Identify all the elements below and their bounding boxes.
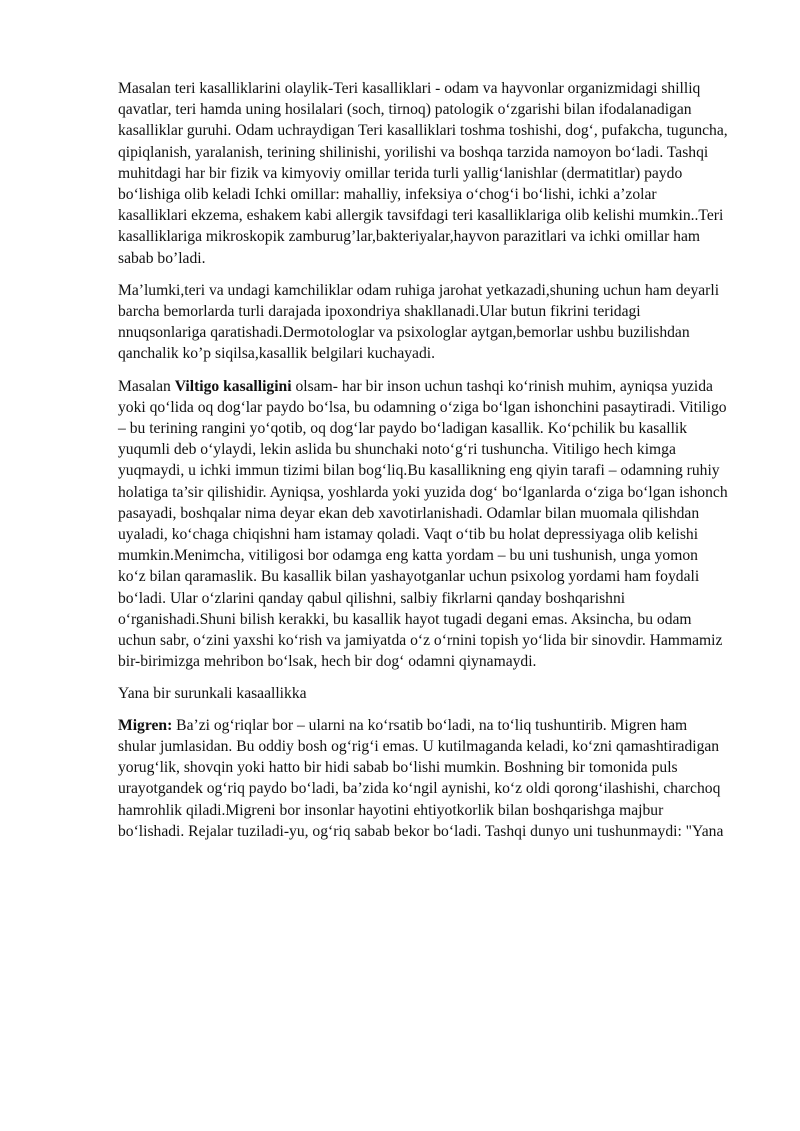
paragraph-chronic-intro xyxy=(118,683,728,704)
document-page xyxy=(118,78,728,853)
paragraph-lead: Masalan xyxy=(118,377,175,395)
paragraph-text: Ba’zi og‘riqlar bor – ularni na ko‘rsatib bo‘ladi, na to‘liq tushuntirib. Migren ham shular jumlasidan. Bu oddiy bosh og‘rig‘i emas. U kutilmaganda keladi, ko‘zni qamashtiradigan yorug‘lik, shovqin yoki hatto bir hidi sabab bo‘lishi mumkin. Boshning bir tomonida puls urayotgandek og‘riq paydo bo‘ladi, ba’zida ko‘ngil aynishi, ko‘z oldi qorong‘ilashishi, charchoq hamrohlik qiladi.Migreni bor insonlar hayotini ehtiyotkorlik bilan boshqarishga majbur bo‘lishadi. Rejalar tuziladi-yu, og‘riq sabab bekor bo‘ladi. Tashqi dunyo uni tushunmaydi: "Yana xyxy=(118,716,724,840)
paragraph-bold-term: Migren: xyxy=(118,716,173,734)
paragraph-text: olsam- har bir inson uchun tashqi ko‘rinish muhim, ayniqsa yuzida yoki qo‘lida oq dog‘lar paydo bo‘lsa, bu odamning o‘ziga bo‘lgan ishonchini pasaytiradi. Vitiligo – bu terining rangini yo‘qotib, oq dog‘lar paydo bo‘ladigan kasallik. Ko‘pchilik bu kasallik yuqumli deb o‘ylaydi, lekin aslida bu shunchaki noto‘g‘ri tushuncha. Vitiligo hech kimga yuqmaydi, u ichki immun tizimi bilan bog‘liq.Bu kasallikning eng qiyin tarafi – odamning ruhiy holatiga ta’sir qilishidir. Ayniqsa, yoshlarda yoki yuzida dog‘ bo‘lganlarda o‘ziga bo‘lgan ishonch pasayadi, boshqalar nima deyar ekan deb xavotirlanishadi. Odamlar bilan muomala qilishdan uyaladi, ko‘chaga chiqishni ham istamay qoladi. Vaqt o‘tib bu holat depressiyaga olib kelishi mumkin.Menimcha, vitiligosi bor odamga eng katta yordam – bu uni tushunish, unga yomon ko‘z bilan qaramaslik. Bu kasallik bilan yashayotganlar uchun psixolog yordami ham foydali bo‘ladi. Ular o‘zlarini qanday qabul qilishni, salbiy fikrlarni qanday boshqarishni o‘rganishadi.Shuni bilish kerakki, bu kasallik hayot tugadi degani emas. Aksincha, bu odam uchun sabr, o‘zini yaxshi ko‘rish va jamiyatda o‘z o‘rnini topish yo‘lida bir sinovdir. Hammamiz bir-birimizga mehribon bo‘lsak, hech bir dog‘ odamni qiynamaydi. xyxy=(118,377,728,671)
paragraph-bold-term: Viltigo kasalligini xyxy=(174,377,292,395)
paragraph-migraine xyxy=(118,715,728,842)
paragraph-text: Masalan teri kasalliklarini olaylik-Teri kasalliklari - odam va hayvonlar organizmidagi shilliq qavatlar, teri hamda uning hosilalari (soch, tirnoq) patologik o‘zgarishi bilan ifodalanadigan kasalliklar guruhi. Odam uchraydigan Teri kasalliklari toshma toshishi, dog‘, pufakcha, tuguncha, qipiqlanish, yaralanish, terining shilinishi, yorilishi va boshqa tarzida namoyon bo‘ladi. Tashqi muhitdagi har bir fizik va kimyoviy omillar terida turli yallig‘lanishlar (dermatitlar) paydo bo‘lishiga olib keladi Ichki omillar: mahalliy, infeksiya o‘chog‘i bo‘lishi, ichki a’zolar kasalliklari ekzema, eshakem kabi allergik tavsifdagi teri kasalliklariga olib kelishi mumkin..Teri kasalliklariga mikroskopik zamburug’lar,bakteriyalar,hayvon parazitlari va ichki omillar ham sabab bo’ladi. xyxy=(118,80,728,267)
paragraph-vitiligo xyxy=(118,376,728,673)
paragraph-text: Yana bir surunkali kasaallikka xyxy=(118,685,307,703)
paragraph-text: Ma’lumki,teri va undagi kamchiliklar odam ruhiga jarohat yetkazadi,shuning uchun ham deyarli barcha bemorlarda turli darajada ipoxondriya shakllanadi.Ular butun fikrini teridagi nnuqsonlariga qaratishadi.Dermotologlar va psixologlar aytgan,bemorlar ushbu buzilishdan qanchalik ko’p siqilsa,kasallik belgilari kuchayadi. xyxy=(118,281,720,363)
paragraph-psychology xyxy=(118,280,728,365)
paragraph-skin-diseases xyxy=(118,78,728,269)
